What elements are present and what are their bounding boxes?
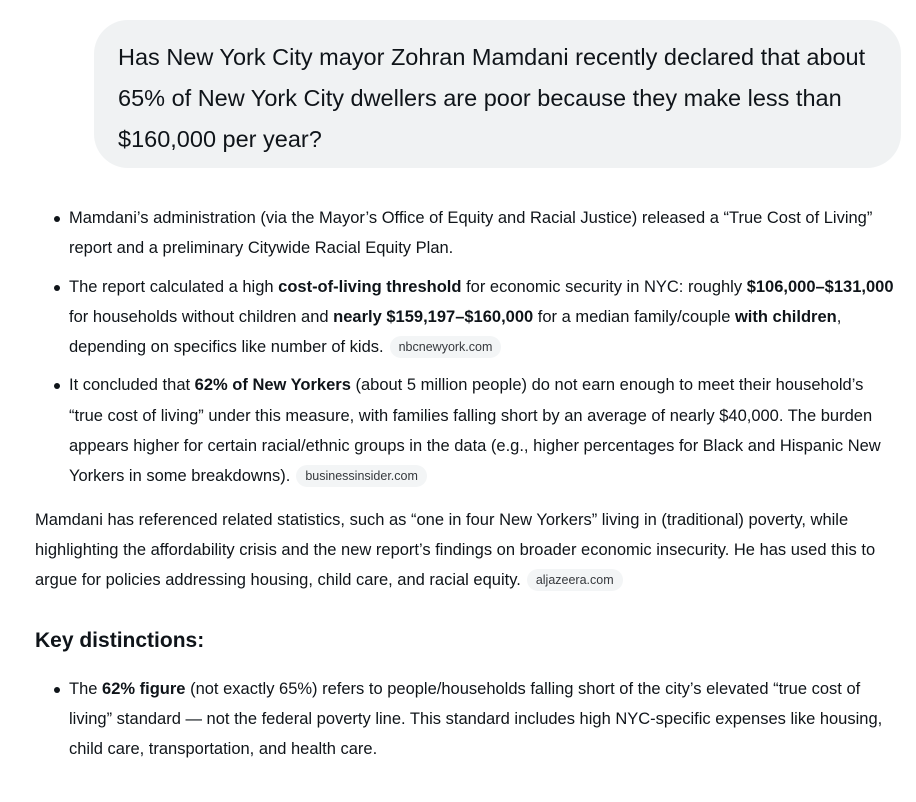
assistant-response	[35, 203, 895, 764]
bold-text: nearly $159,197–$160,000	[333, 307, 534, 326]
list-item: Mamdani’s administration (via the Mayor’s Office of Equity and Racial Justice) released a “True Cost of Living” report and a preliminary Citywide Racial Equity Plan.	[35, 203, 895, 264]
source-chip-aljazeera[interactable]: aljazeera.com	[527, 569, 623, 591]
bold-text: cost-of-living threshold	[278, 277, 462, 296]
summary-paragraph: Mamdani has referenced related statistics, such as “one in four New Yorkers” living in (traditional) poverty, while highlighting the affordability crisis and the new report’s findings on broader economic insecurity. He has used this to argue for policies addressing housing, child care, and racial equity. aljazeera.com	[35, 510, 876, 590]
findings-list	[35, 203, 895, 492]
list-item: The report calculated a high cost-of-living threshold for economic security in NYC: roughly $106,000–$131,000 for households without children and nearly $159,197–$160,000 for a median family/couple with children, depending on specifics like number of kids. nbcnewyork.com	[35, 272, 895, 363]
bold-text: $106,000–$131,000	[746, 277, 894, 296]
source-chip-nbcnewyork[interactable]: nbcnewyork.com	[390, 336, 502, 358]
distinctions-list	[35, 674, 895, 765]
bold-text: 62% of New Yorkers	[194, 376, 351, 395]
bold-text: 62% figure	[102, 679, 186, 698]
section-heading: Key distinctions:	[35, 628, 205, 652]
user-message-bubble	[94, 20, 901, 168]
user-message-text: Has New York City mayor Zohran Mamdani recently declared that about 65% of New York City dwellers are poor because they make less than $160,000 per year?	[118, 44, 866, 152]
list-item: The 62% figure (not exactly 65%) refers to people/households falling short of the city’s elevated “true cost of living” standard — not the federal poverty line. This standard includes high NYC-specific expenses like housing, child care, transportation, and health care.	[35, 674, 895, 765]
list-item: It concluded that 62% of New Yorkers (about 5 million people) do not earn enough to meet their household’s “true cost of living” under this measure, with families falling short by an average of nearly $40,000. The burden appears higher for certain racial/ethnic groups in the data (e.g., higher percentages for Black and Hispanic New Yorkers in some breakdowns). businessinsider.com	[35, 370, 895, 491]
source-chip-businessinsider[interactable]: businessinsider.com	[296, 465, 427, 487]
bold-text: with children	[734, 307, 837, 326]
